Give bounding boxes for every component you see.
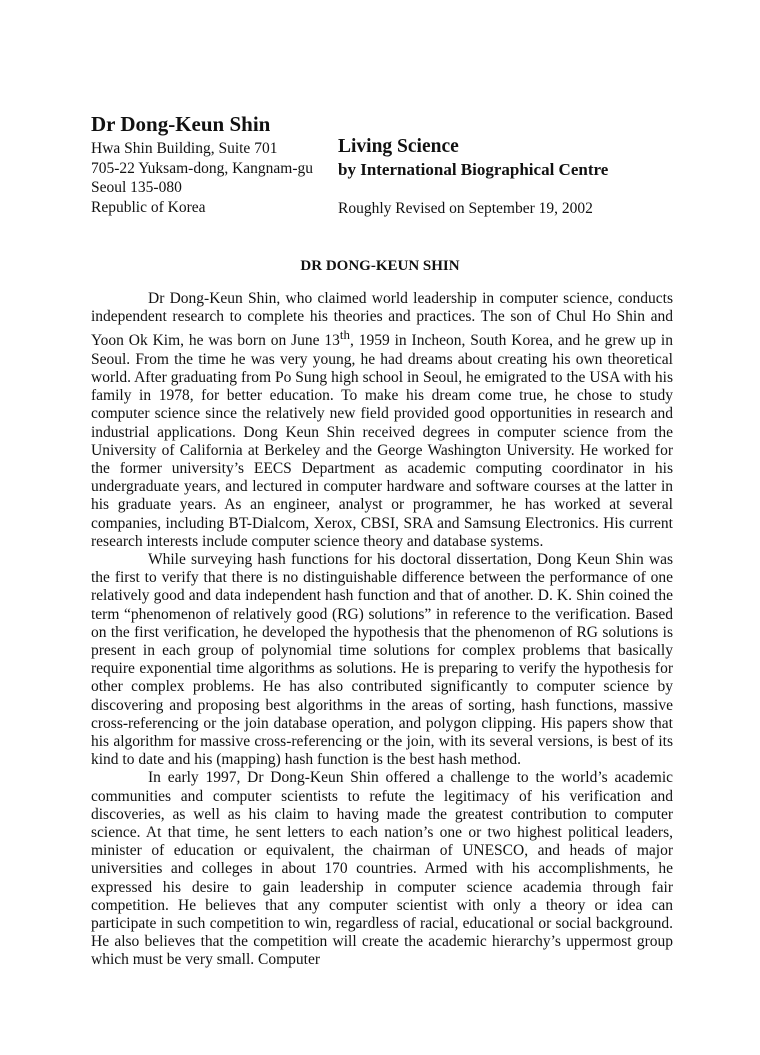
article-body — [91, 290, 673, 970]
article-heading: DR DONG-KEUN SHIN — [300, 258, 460, 274]
paragraph-text: , 1959 in Incheon, South Korea, and he grew up in Seoul. From the time he was very young, he had dreams about creating his own theoretical world. After graduating from Po Sung high school in Seoul, he emigrated to the USA with his family in 1978, for better education. To make his dream come true, he chose to study computer science since the relatively new field provided good opportunities in research and industrial applications. Dong Keun Shin received degrees in computer science from the University of California at Berkeley and the George Washington University. He worked for the former university’s EECS Department as academic computing coordinator in his undergraduate years, and lectured in computer hardware and software courses at the latter in his graduate years. As an engineer, analyst or programmer, he has worked at several companies, including BT-Dialcom, Xerox, CBSI, SRA and Samsung Electronics. His current research interests include computer science theory and database systems. — [91, 332, 673, 550]
revision-date: Roughly Revised on September 19, 2002 — [338, 200, 593, 217]
address-line: 705-22 Yuksam-dong, Kangnam-gu — [91, 159, 313, 177]
paragraph: While surveying hash functions for his doctoral dissertation, Dong Keun Shin was the first to verify that there is no distinguishable difference between the performance of one relatively good and data independent hash function and that of another. D. K. Shin coined the term “phenomenon of relatively good (RG) solutions” in reference to the verification. Based on the first verification, he developed the hypothesis that the phenomenon of RG solutions is present in each group of polynomial time solutions for complex problems that basically require exponential time algorithms as solutions. He is preparing to verify the hypothesis for other complex problems. He has also contributed significantly to computer science by discovering and proposing best algorithms in the areas of sorting, hash functions, massive cross-referencing or the join database operation, and polygon clipping. His papers show that his algorithm for massive cross-referencing or the join, with its several versions, is best of its kind to date and his (mapping) hash function is the best hash method. — [91, 551, 673, 769]
postal-address — [91, 139, 313, 217]
address-line: Republic of Korea — [91, 198, 206, 216]
publication-title: Living Science — [338, 136, 459, 157]
address-line: Hwa Shin Building, Suite 701 — [91, 140, 278, 157]
author-name: Dr Dong-Keun Shin — [91, 112, 271, 136]
address-line: Seoul 135-080 — [91, 179, 182, 196]
paragraph: In early 1997, Dr Dong-Keun Shin offered a challenge to the world’s academic communities and computer scientists to refute the legitimacy of his verification and discoveries, as well as his claim to having made the greatest contribution to computer science. At that time, he sent letters to each nation’s one or two highest political leaders, minister of education or equivalent, the chairman of UNESCO, and heads of major universities and colleges in about 170 countries. Armed with his accomplishments, he expressed his desire to gain leadership in computer science academia through fair competition. He believes that any computer scientist with only a theory or idea can participate in such competition to win, regardless of racial, educational or social background. He also believes that the competition will create the academic hierarchy’s uppermost group which must be very small. Computer — [91, 769, 673, 969]
paragraph — [91, 290, 673, 551]
publication-publisher: by International Biographical Centre — [338, 160, 609, 179]
superscript: th — [339, 327, 350, 343]
paragraph-text: Dr Dong-Keun Shin, who claimed world leadership in computer science, conducts independent research to complete his theories and practices. The son of Chul Ho Shin and Yoon Ok Kim, he was born on June 13 — [91, 290, 673, 350]
